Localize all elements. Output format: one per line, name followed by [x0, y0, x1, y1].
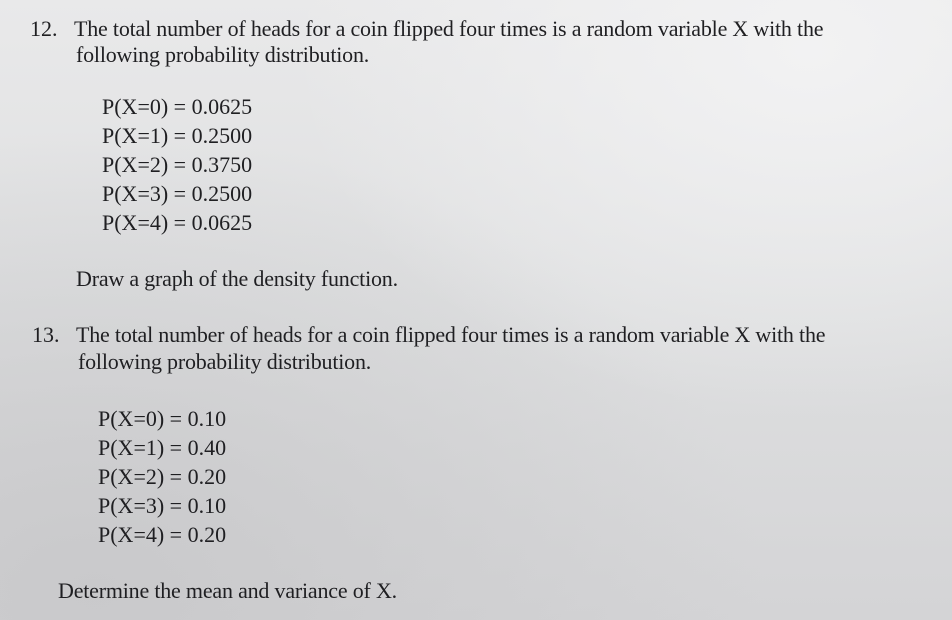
probability-line: P(X=1) = 0.2500: [102, 123, 253, 148]
problem-statement-line-1: The total number of heads for a coin flipped four times is a random variable X with the: [76, 322, 826, 347]
probability-line: P(X=4) = 0.20: [98, 522, 227, 547]
probability-line: P(X=2) = 0.20: [98, 464, 227, 489]
probability-line: P(X=3) = 0.10: [98, 493, 227, 518]
problem-task: Draw a graph of the density function.: [76, 266, 398, 291]
probability-line: P(X=3) = 0.2500: [102, 181, 253, 206]
probability-distribution-list: [98, 404, 226, 549]
probability-line: P(X=0) = 0.10: [98, 406, 227, 431]
probability-distribution-list: [102, 92, 252, 237]
problem-statement-line-1: The total number of heads for a coin flipped four times is a random variable X with the: [74, 16, 824, 41]
problem-number: 12.: [30, 16, 58, 41]
problem-statement-line-2: following probability distribution.: [78, 349, 372, 374]
problem-number: 13.: [32, 322, 60, 347]
problem-statement-line-2: following probability distribution.: [76, 42, 370, 67]
probability-line: P(X=1) = 0.40: [98, 435, 227, 460]
probability-line: P(X=4) = 0.0625: [102, 210, 253, 235]
probability-line: P(X=2) = 0.3750: [102, 152, 253, 177]
probability-line: P(X=0) = 0.0625: [102, 94, 253, 119]
problem-task: Determine the mean and variance of X.: [58, 578, 397, 603]
